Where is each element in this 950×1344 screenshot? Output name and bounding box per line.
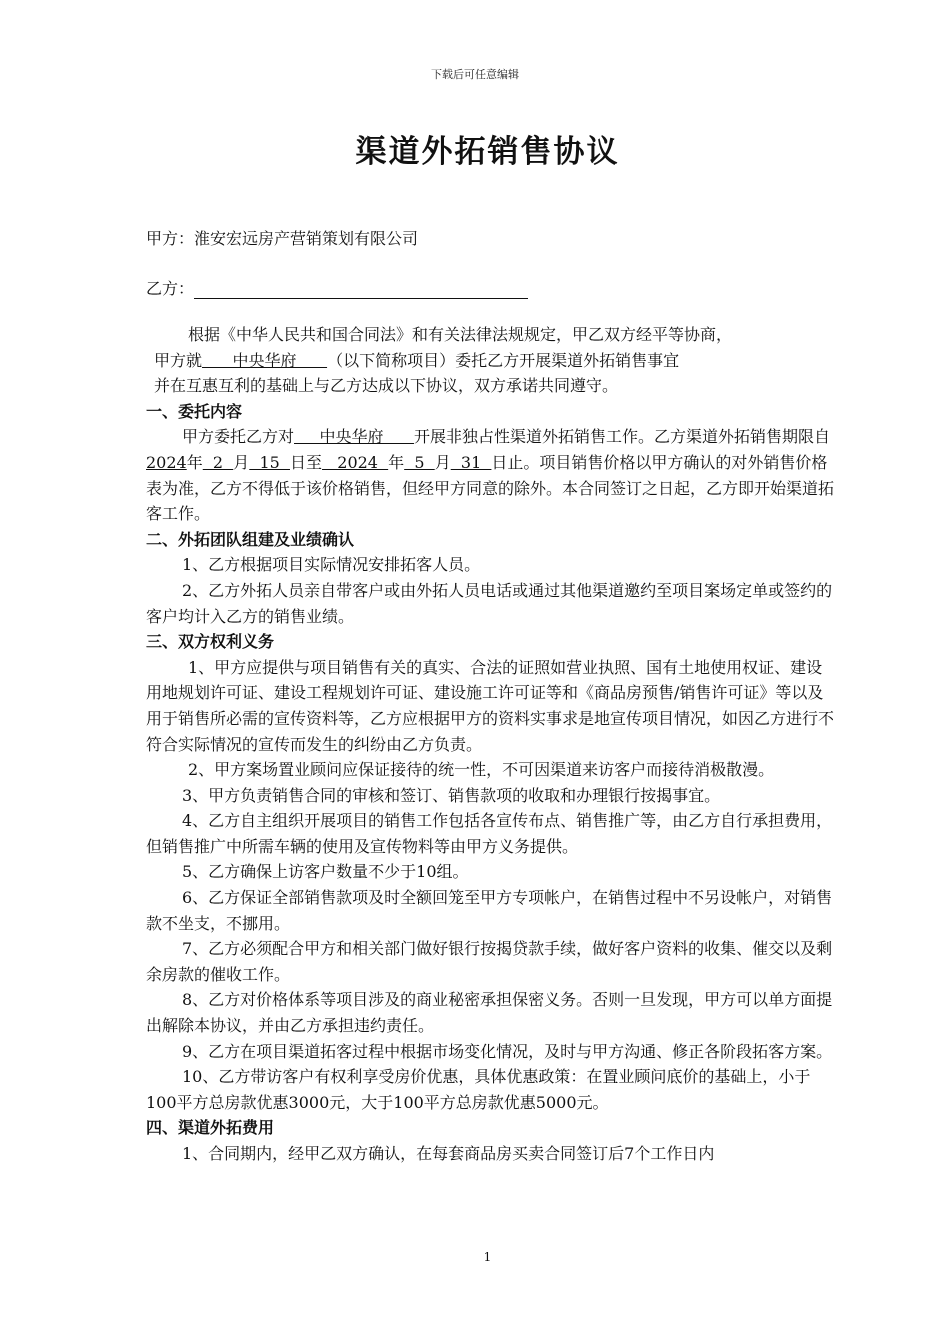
section-1-heading: 一、委托内容 [146, 401, 243, 421]
section-3-item-4: 4、乙方自主组织开展项目的销售工作包括各宣传布点、销售推广等，由乙方自行承担费用，但销售推广中所需车辆的使用及宣传物料等由甲方义务提供。 [146, 811, 833, 856]
project-name-underlined: 中央华府 [202, 350, 328, 370]
section-2-item-2: 2、乙方外拓人员亲自带客户或由外拓人员电话或通过其他渠道邀约至项目案场定单或签约的客户均计入乙方的销售业绩。 [146, 580, 833, 626]
section-3-item-6: 6、乙方保证全部销售款项及时全额回笼至甲方专项帐户，在销售过程中不另设帐户，对销售款不坐支，不挪用。 [146, 888, 833, 933]
section-2-item-1: 1、乙方根据项目实际情况安排拓客人员。 [182, 555, 481, 575]
section-3-item-1: 1、甲方应提供与项目销售有关的真实、合法的证照如营业执照、国有土地使用权证、建设用地规划许可证、建设工程规划许可证、建设施工许可证等和《商品房预售/销售许可证》等以及用于销售所必需的宣传资料等，乙方应根据甲方的资料实事求是地宣传项目情况，如因乙方进行不符合实际情况的宣传而发生的纠纷由乙方负责。 [146, 657, 835, 754]
party-b [146, 276, 528, 299]
section-4-item-1: 1、合同期内，经甲乙双方确认，在每套商品房买卖合同签订后7个工作日内 [182, 1144, 715, 1163]
party-a: 甲方：淮安宏远房产营销策划有限公司 [146, 229, 419, 248]
header-note: 下载后可任意编辑 [431, 68, 519, 81]
party-b-label: 乙方： [146, 279, 195, 298]
section-3-item-2: 2、甲方案场置业顾问应保证接待的统一性，不可因渠道来访客户而接待消极散漫。 [188, 760, 775, 780]
section-3-heading: 三、双方权利义务 [146, 632, 275, 652]
section-3-item-9: 9、乙方在项目渠道拓客过程中根据市场变化情况，及时与甲方沟通、修正各阶段拓客方案。 [182, 1041, 833, 1061]
section-3-item-8: 8、乙方对价格体系等项目涉及的商业秘密承担保密义务。否则一旦发现，甲方可以单方面提出解除本协议，并由乙方承担违约责任。 [146, 990, 833, 1036]
s1-project-underlined: 中央华府 [294, 427, 414, 447]
section-3-item-10: 10、乙方带访客户有权利享受房价优惠，具体优惠政策：在置业顾问底价的基础上，小于100平方总房款优惠3000元，大于100平方总房款优惠5000元。 [146, 1067, 811, 1112]
intro-paragraph: 根据《中华人民共和国合同法》和有关法律法规规定，甲乙双方经平等协商， [188, 325, 733, 344]
page-number: 1 [483, 1250, 492, 1264]
section-3-item-5: 5、乙方确保上访客户数量不少于10组。 [182, 862, 469, 882]
party-b-blank-line [194, 280, 528, 299]
section-3-item-3: 3、甲方负责销售合同的审核和签订、销售款项的收取和办理银行按揭事宜。 [182, 785, 721, 805]
section-4-heading: 四、渠道外拓费用 [146, 1118, 275, 1138]
section-2-heading: 二、外拓团队组建及业绩确认 [146, 529, 355, 549]
section-1-paragraph: 甲方委托乙方对 中央华府 开展非独占性渠道外拓销售工作。乙方渠道外拓销售期限自2024年 2 月 15 日至 2024 年 5 月 31 日止。项目销售价格以甲方确认的对外销售价格表为准，乙方不得低于该价格销售，但经甲方同意的除外。本合同签订之日起，乙方即开始渠道拓客工作。 [146, 427, 835, 524]
section-3-item-7: 7、乙方必须配合甲方和相关部门做好银行按揭贷款手续，做好客户资料的收集、催交以及剩余房款的催收工作。 [146, 939, 833, 984]
document-title: 渠道外拓销售协议 [355, 134, 620, 170]
intro-paragraph-end: 并在互惠互利的基础上与乙方达成以下协议，双方承诺共同遵守。 [154, 376, 619, 396]
intro-paragraph-cont: 甲方就 中央华府 （以下简称项目）委托乙方开展渠道外拓销售事宜 [154, 350, 680, 370]
agreement-body [146, 322, 836, 1167]
